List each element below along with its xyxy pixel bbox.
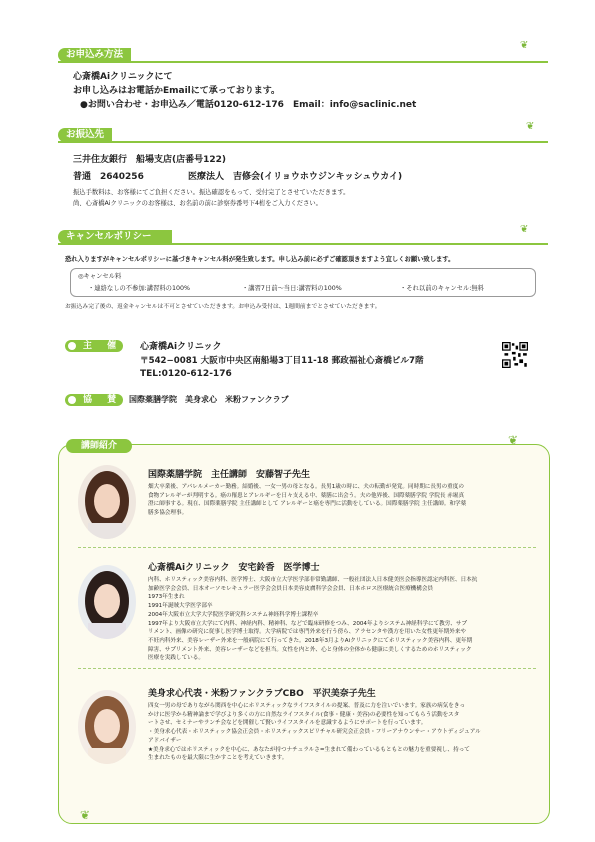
bio-line: 障害、サプリメント外来、美容レーザーなどを担当。女性を内と外、心と身体の全体から健康に美しくするためのホリスティック — [148, 646, 472, 653]
cancel-note: お振込み完了後の、返金キャンセルは不可とさせていただきます。お申込み受付は、1週間前までとさせていただきます。 — [65, 304, 381, 310]
qr-code-icon — [502, 342, 528, 368]
lecturer-name: 美身求心代表・米粉ファンクラブCBO 平沢美奈子先生 — [148, 689, 376, 699]
bank-name: 三井住友銀行 船場支店(店番号122) — [73, 155, 227, 165]
bio-line: 膳多協会理事。 — [148, 510, 188, 517]
cancel-section-header — [58, 230, 548, 244]
badge-dot-icon — [68, 396, 76, 404]
organizer-label: 主 催 — [83, 341, 123, 351]
apply-heading: お申込み方法 — [58, 48, 131, 62]
account-number: 普通 2640256 — [73, 172, 144, 182]
bio-line: リメント、画像の研究に従事し医学博士取得。大学病院では専門外来を行う傍ら、アラセンタや漢方を用いた女性更年期外来や — [148, 629, 467, 636]
cancel-intro: 恐れ入りますがキャンセルポリシーに基づきキャンセル料が発生致します。申し込み前に必ずご確認頂きますよう宜しくお願い致します。 — [65, 256, 455, 263]
bio-line: 1973年生まれ — [148, 594, 185, 601]
lecturer-name: 心斎橋Aiクリニック 安宅鈴香 医学博士 — [148, 563, 320, 573]
bio-line: アドバイザー — [148, 737, 182, 744]
organizer-name: 心斎橋Aiクリニック — [140, 342, 222, 352]
bio-line: 畑大卒業後、アパレルメーカー勤務。結婚後、一女一男の母となる。長男1歳の時に、夫の転勤が発覚。同時期に長男の重度の — [148, 484, 464, 490]
bio-line: ★美身求心ではホリスティックを中心に、あなたが持つナチュラルさ=生まれて備わっているもともとの魅力を重要視し、持って — [148, 746, 470, 753]
bio-line: 生まれたものを最大限に生かすことを考えていきます。 — [148, 755, 288, 762]
cancel-heading: キャンセルポリシー — [58, 230, 172, 244]
organizer-tel: TEL:0120-612-176 — [140, 369, 232, 379]
bio-line: ・美身求心代表・ホリスティック協会正会員・ホリスティックスピリチャル研究会正会員・フリーアナウンサー・アウトディジュアル — [148, 729, 481, 736]
apply-line2: お申し込みはお電話かEmailにて承っております。 — [73, 86, 281, 96]
bio-line: 2004年大阪市立大学大学院医学研究科システム神経科学博士課程卒 — [148, 611, 319, 618]
cosponsor-badge — [65, 394, 123, 406]
cancel-fee-title: ◎キャンセル料 — [78, 273, 122, 280]
leaf-icon: ❦ — [520, 224, 529, 235]
leaf-icon: ❦ — [520, 40, 529, 51]
lecturer-bio — [148, 576, 540, 663]
cosponsor-names: 国際薬膳学院 美身求心 米粉ファンクラブ — [129, 395, 289, 404]
divider — [78, 668, 536, 669]
divider — [78, 547, 536, 548]
lecturer-name: 国際薬膳学院 主任講師 安藤智子先生 — [148, 470, 311, 480]
cancel-fee-1: ・連絡なしの不参加:講習料の100% — [88, 285, 190, 292]
badge-dot-icon — [68, 342, 76, 350]
divider — [58, 61, 548, 63]
divider — [58, 243, 548, 245]
transfer-heading: お振込先 — [58, 128, 112, 142]
bio-line: 内科、ホリスティック美容内科、医学博士、大阪市立大学医学部非常勤講師、一般社団法人日本健美医会指導医認定内科医、日本抗 — [148, 577, 478, 583]
organizer-badge — [65, 340, 123, 352]
bio-line: 不妊内科外来、美容レーザー外来を一般病院にて行ってきた。2018年3月よりAiクリニックにてホリスティック美容内科、更年期 — [148, 637, 473, 644]
bio-line: 1997年より大阪市立大学にて内科、神経内科、精神科、などで臨床研修をつみ、2004年よりシステム神経科学にて教労、サプ — [148, 620, 468, 627]
bio-line: 澄に師事する。現在、国際薬膳学院 主任講師として アレルギーと癌を専門に活動をしている。国際薬膳学院 主任講師。和学薬 — [148, 501, 467, 508]
lecturer-bio — [148, 702, 540, 763]
transfer-note-1: 振込手数料は、お客様にてご負担ください。振込確認をもって、受付完了とさせていただきます。 — [73, 189, 350, 196]
bio-line: 加齢医学会会員、日本オーソモレキュラー医学会会員日本美容皮膚科学会会員、日本ホロス医療統合医療機構会員 — [148, 585, 434, 592]
apply-line1: 心斎橋Aiクリニックにて — [73, 72, 173, 82]
lecturer-photo — [78, 565, 136, 639]
transfer-note-2: 尚、心斎橋Aiクリニックのお客様は、お名前の前に診察券番号下4桁をご入力ください。 — [73, 200, 322, 207]
lecturer-bio — [148, 483, 540, 518]
cancel-fee-2: ・講習7日前～当日:講習料の100% — [242, 285, 342, 292]
leaf-icon: ❦ — [508, 433, 519, 447]
bio-line: かけに医学から精神論まで学びより多くの方に自然なライフスタイル(食事・健康・美容)の必要性を知ってもらう活動をスタ — [148, 711, 460, 718]
account-holder: 医療法人 吉修会(イリョウホウジンキッシュウカイ) — [188, 172, 403, 182]
apply-contact: ●お問い合わせ・お申込み／電話0120-612-176 Email：info@saclinic.net — [80, 100, 417, 110]
apply-section-header — [58, 48, 548, 62]
bio-line: ートさせ、セミナーやランチ会などを開催して賢いライフスタイルを意識するようにサポートを行っています。 — [148, 720, 427, 727]
leaf-icon: ❦ — [80, 808, 91, 822]
transfer-section-header — [58, 128, 548, 142]
lecturer-heading: 講師紹介 — [66, 439, 132, 453]
leaf-icon: ❦ — [526, 121, 535, 132]
cancel-fee-3: ・それ以前のキャンセル:無料 — [400, 285, 484, 292]
lecturer-photo — [78, 465, 136, 539]
organizer-address: 〒542−0081 大阪市中央区南船場3丁目11-18 郵政福祉心斎橋ビル7階 — [140, 356, 424, 366]
bio-line: 食物アレルギーが判明する。癌の罹患とアレルギーを日々支える中、薬膳に出会う。夫の他界後、国際薬膳学院 学院長 赤堀真 — [148, 492, 465, 499]
lecturer-photo — [78, 690, 136, 764]
cosponsor-label: 協 賛 — [83, 395, 123, 405]
divider — [58, 141, 548, 143]
bio-line: 四女一男の母でありながら関西を中心にホリスティックなライフスタイルの提案、普及に力を注いでいます。家族の病気をきっ — [148, 703, 466, 709]
bio-line: 1991年誕賊大学医学部卒 — [148, 603, 213, 610]
bio-line: 医療を実践している。 — [148, 655, 204, 662]
